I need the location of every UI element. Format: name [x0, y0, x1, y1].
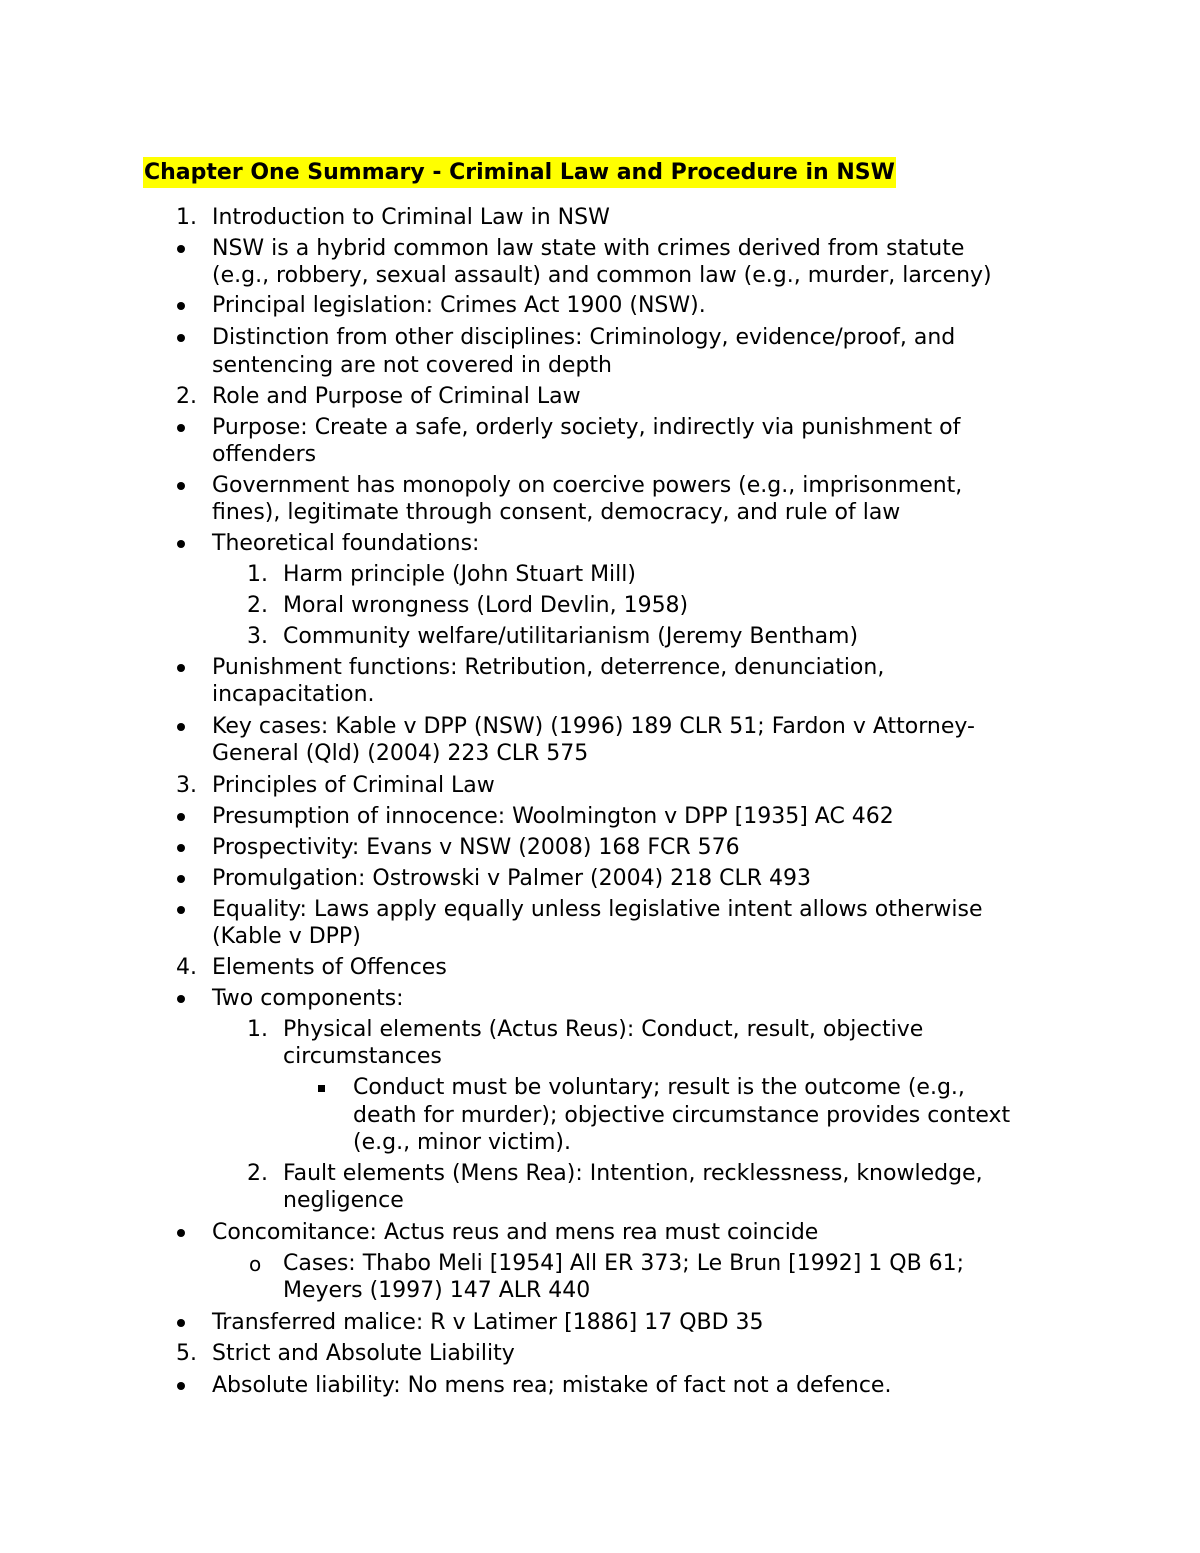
list-number: 1.	[247, 1017, 268, 1042]
list-item-continuation: incapacitation.	[212, 682, 375, 707]
list-number: 1.	[176, 205, 197, 230]
bullet-icon	[177, 1229, 185, 1237]
sub-list-item: Cases: Thabo Meli [1954] All ER 373; Le Brun [1992] 1 QB 61;	[283, 1251, 965, 1276]
list-number: 3.	[247, 624, 268, 649]
list-item: Government has monopoly on coercive powers (e.g., imprisonment,	[212, 473, 963, 498]
list-number: 1.	[247, 562, 268, 587]
list-number: 5.	[176, 1341, 197, 1366]
bullet-icon	[177, 334, 185, 342]
bullet-icon	[177, 424, 185, 432]
list-number: 4.	[176, 955, 197, 980]
bullet-icon	[177, 875, 185, 883]
list-number: 2.	[247, 593, 268, 618]
bullet-icon	[177, 482, 185, 490]
list-item: Transferred malice: R v Latimer [1886] 17 QBD 35	[212, 1310, 764, 1335]
document-title: Chapter One Summary - Criminal Law and Procedure in NSW	[143, 157, 896, 188]
list-item-continuation: (e.g., robbery, sexual assault) and common law (e.g., murder, larceny)	[212, 263, 992, 288]
sub-sub-list-item-continuation: (e.g., minor victim).	[353, 1130, 572, 1155]
sub-list-item: Fault elements (Mens Rea): Intention, recklessness, knowledge,	[283, 1161, 983, 1186]
section-heading: Introduction to Criminal Law in NSW	[212, 205, 610, 230]
bullet-icon	[177, 906, 185, 914]
sub-list-item: Physical elements (Actus Reus): Conduct, result, objective	[283, 1017, 924, 1042]
sub-sub-list-item-continuation: death for murder); objective circumstance provides context	[353, 1103, 1011, 1128]
bullet-icon	[177, 844, 185, 852]
list-item-continuation: (Kable v DPP)	[212, 924, 361, 949]
bullet-icon	[177, 664, 185, 672]
list-number: 3.	[176, 773, 197, 798]
square-bullet-icon	[318, 1085, 325, 1092]
list-item: Distinction from other disciplines: Criminology, evidence/proof, and	[212, 325, 956, 350]
sub-list-item-continuation: Meyers (1997) 147 ALR 440	[283, 1278, 591, 1303]
bullet-icon	[177, 540, 185, 548]
sub-sub-list-item: Conduct must be voluntary; result is the outcome (e.g.,	[353, 1075, 965, 1100]
list-item: Absolute liability: No mens rea; mistake of fact not a defence.	[212, 1373, 892, 1398]
list-item: Presumption of innocence: Woolmington v DPP [1935] AC 462	[212, 804, 894, 829]
bullet-icon	[177, 723, 185, 731]
sub-list-item-continuation: negligence	[283, 1188, 404, 1213]
list-item: Punishment functions: Retribution, deterrence, denunciation,	[212, 655, 885, 680]
list-item-continuation: fines), legitimate through consent, democracy, and rule of law	[212, 500, 901, 525]
section-heading: Role and Purpose of Criminal Law	[212, 384, 581, 409]
list-item-continuation: offenders	[212, 442, 317, 467]
list-item: Concomitance: Actus reus and mens rea must coincide	[212, 1220, 819, 1245]
bullet-icon	[177, 302, 185, 310]
bullet-icon	[177, 995, 185, 1003]
bullet-icon	[177, 1382, 185, 1390]
sub-list-item: Moral wrongness (Lord Devlin, 1958)	[283, 593, 689, 618]
sub-list-item: Harm principle (John Stuart Mill)	[283, 562, 636, 587]
list-number: 2.	[176, 384, 197, 409]
section-heading: Strict and Absolute Liability	[212, 1341, 515, 1366]
list-item: Two components:	[212, 986, 404, 1011]
list-item: Purpose: Create a safe, orderly society, indirectly via punishment of	[212, 415, 961, 440]
bullet-icon	[177, 245, 185, 253]
list-item: Key cases: Kable v DPP (NSW) (1996) 189 CLR 51; Fardon v Attorney-	[212, 714, 975, 739]
section-heading: Principles of Criminal Law	[212, 773, 495, 798]
circle-bullet-icon: o	[249, 1252, 262, 1276]
list-item: Promulgation: Ostrowski v Palmer (2004) 218 CLR 493	[212, 866, 812, 891]
list-item: Principal legislation: Crimes Act 1900 (NSW).	[212, 293, 706, 318]
list-item-continuation: General (Qld) (2004) 223 CLR 575	[212, 741, 589, 766]
bullet-icon	[177, 1319, 185, 1327]
list-item: Prospectivity: Evans v NSW (2008) 168 FCR 576	[212, 835, 740, 860]
list-number: 2.	[247, 1161, 268, 1186]
sub-list-item-continuation: circumstances	[283, 1044, 442, 1069]
section-heading: Elements of Offences	[212, 955, 447, 980]
sub-list-item: Community welfare/utilitarianism (Jeremy Bentham)	[283, 624, 859, 649]
list-item: Theoretical foundations:	[212, 531, 480, 556]
list-item: NSW is a hybrid common law state with crimes derived from statute	[212, 236, 965, 261]
list-item-continuation: sentencing are not covered in depth	[212, 353, 612, 378]
list-item: Equality: Laws apply equally unless legislative intent allows otherwise	[212, 897, 983, 922]
bullet-icon	[177, 813, 185, 821]
